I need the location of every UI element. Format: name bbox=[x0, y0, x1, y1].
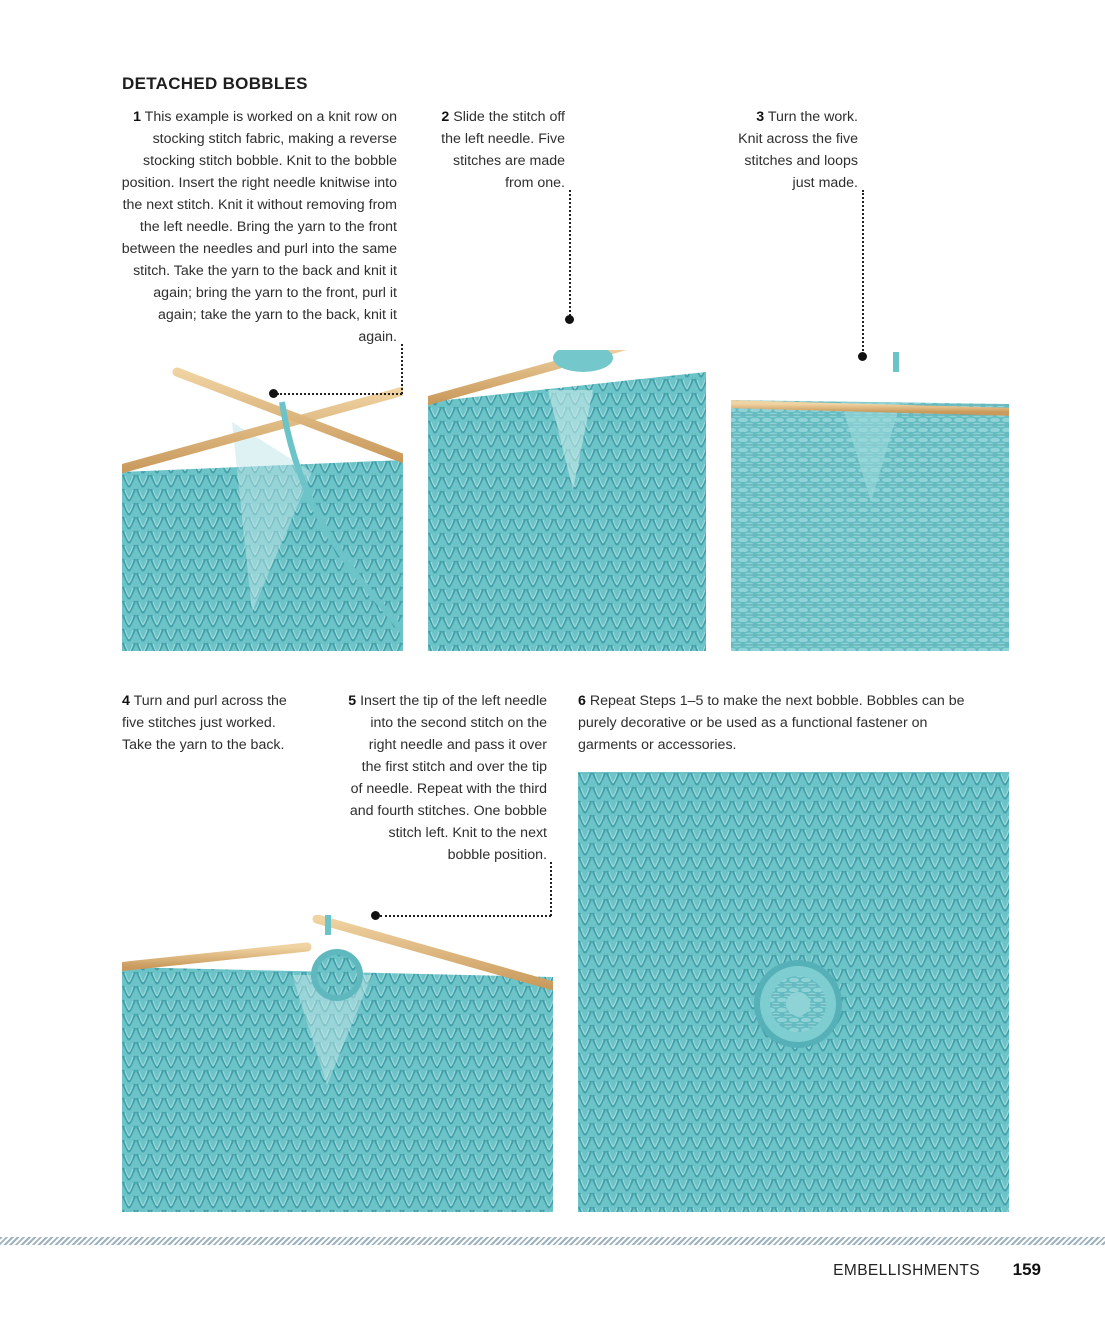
step-3-photo bbox=[731, 352, 1009, 651]
step-1-pointer-horizontal bbox=[277, 393, 402, 395]
step-1-text: This example is worked on a knit row on stocking stitch fabric, making a reverse stocking stitch bobble. Knit to the bobble position. Insert the right needle knitwise into the next stitch. Knit it without removing from the left needle. Bring the yarn to the front between the needles and purl into the same stitch. Take the yarn to the back and knit it again; bring the yarn to the front, purl it again; take the yarn to the back, knit it again. bbox=[121, 109, 397, 345]
step-5-caption bbox=[347, 690, 547, 866]
step-2-caption bbox=[428, 106, 565, 194]
step-4-number: 4 bbox=[122, 693, 130, 709]
step-5-pointer-vertical bbox=[550, 862, 552, 916]
step-2-pointer bbox=[569, 190, 571, 320]
step-3-pointer bbox=[862, 190, 864, 358]
footer-section-title: EMBELLISHMENTS bbox=[833, 1262, 980, 1279]
step-1-number: 1 bbox=[133, 109, 141, 125]
step-5-text: Insert the tip of the left needle into the second stitch on the right needle and pass it over the first stitch and over the tip of needle. Repeat with the third and fourth stitches. One bobble stitch left. Knit to the next bobble position. bbox=[349, 693, 547, 863]
step-6-caption bbox=[578, 690, 968, 756]
step-1-pointer-dot bbox=[269, 389, 278, 398]
step-3-number: 3 bbox=[756, 109, 765, 125]
step-4-caption bbox=[122, 690, 300, 756]
step-2-photo bbox=[428, 350, 706, 651]
section-heading: DETACHED BOBBLES bbox=[122, 74, 308, 93]
step-3-pointer-dot bbox=[858, 352, 867, 361]
step-6-text: Repeat Steps 1–5 to make the next bobble. Bobbles can be purely decorative or be used as a functional fastener on garments or accessories. bbox=[578, 693, 965, 753]
footer-rule bbox=[0, 1237, 1105, 1245]
step-2-pointer-dot bbox=[565, 315, 574, 324]
step-3-text: Turn the work. Knit across the five stitches and loops just made. bbox=[738, 109, 858, 191]
step-2-text: Slide the stitch off the left needle. Five stitches are made from one. bbox=[441, 109, 565, 191]
step-4-text: Turn and purl across the five stitches just worked. Take the yarn to the back. bbox=[122, 693, 287, 753]
step-6-photo bbox=[578, 772, 1009, 1212]
step-5-pointer-horizontal bbox=[380, 915, 551, 917]
step-5-number: 5 bbox=[348, 693, 357, 709]
page-number: 159 bbox=[1012, 1260, 1041, 1279]
step-6-number: 6 bbox=[578, 693, 586, 709]
step-1-pointer-vertical bbox=[401, 344, 403, 394]
step-2-number: 2 bbox=[441, 109, 450, 125]
step-3-caption bbox=[736, 106, 858, 194]
step-4-5-photo bbox=[122, 915, 553, 1212]
step-1-caption bbox=[120, 106, 397, 348]
step-1-photo bbox=[122, 362, 403, 651]
step-5-pointer-dot bbox=[371, 911, 380, 920]
